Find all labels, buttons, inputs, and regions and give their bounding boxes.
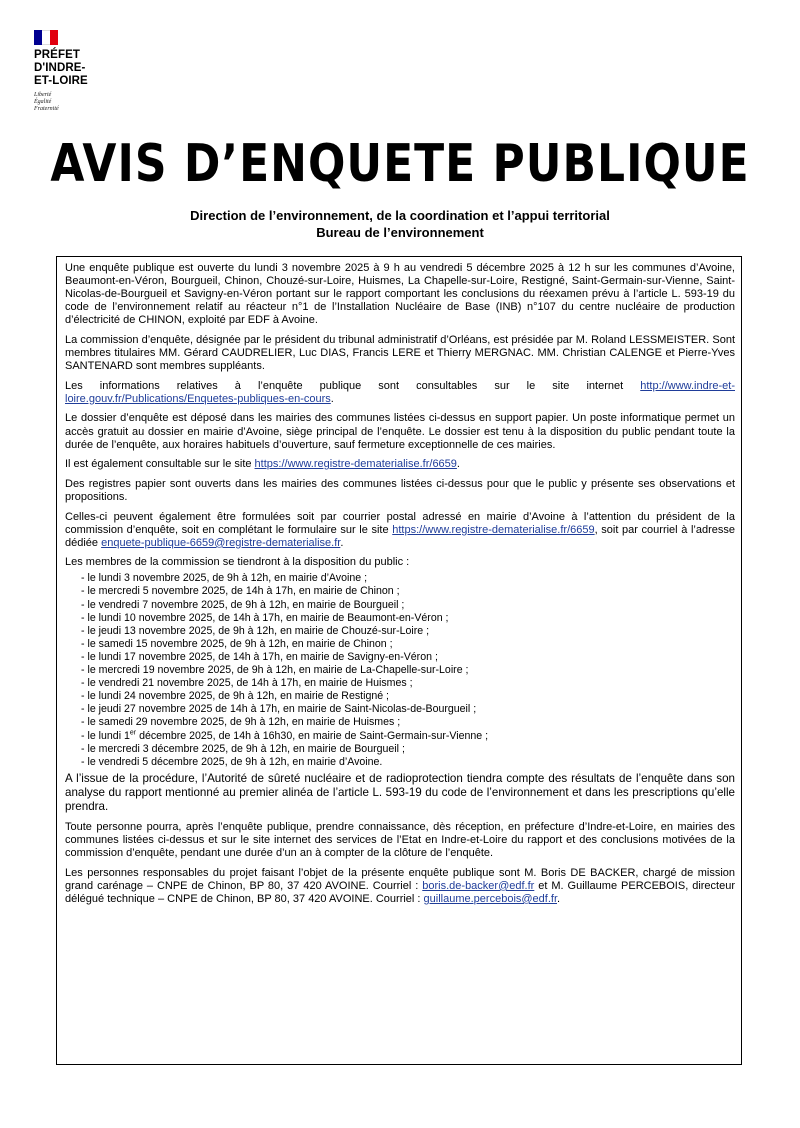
list-item: - le lundi 1er décembre 2025, de 14h à 16h30, en mairie de Saint-Germain-sur-Vienne ;: [81, 728, 489, 742]
republic-motto: Liberté Égalité Fraternité: [34, 92, 59, 112]
list-item: - le jeudi 27 novembre 2025 de 14h à 17h, en mairie de Saint-Nicolas-de-Bourgueil ;: [81, 703, 477, 716]
paragraph-observations: Celles-ci peuvent également être formulées soit par courrier postal adressé en mairie d’Avoine à l’attention du président de la commission d’enquête, soit en complétant le formulaire sur le site https://www.registre-dematerialise.fr/6659, soit par courriel à l’adresse dédiée enquete-publique-6659@registre-dematerialise.fr.: [65, 510, 735, 549]
list-item: - le mercredi 3 décembre 2025, de 9h à 12h, en mairie de Bourgueil ;: [81, 742, 405, 755]
list-item: - le mercredi 5 novembre 2025, de 14h à 17h, en mairie de Chinon ;: [81, 585, 400, 598]
list-item: - le lundi 17 novembre 2025, de 14h à 17h, en mairie de Savigny-en-Véron ;: [81, 650, 438, 663]
paragraph-info-site: Les informations relatives à l’enquête publique sont consultables sur le site internet http://www.indre-et-loire.gouv.fr/Publications/Enquetes-publiques-en-cours.: [65, 379, 735, 405]
guillaume-email-link[interactable]: guillaume.percebois@edf.fr: [423, 892, 558, 905]
boris-email-link[interactable]: boris.de-backer@edf.fr: [422, 879, 535, 892]
french-flag-icon: [34, 30, 58, 45]
registre-link[interactable]: https://www.registre-dematerialise.fr/6659: [254, 458, 457, 471]
paragraph-report-access: Toute personne pourra, après l’enquête publique, prendre connaissance, dès réception, en préfecture d’Indre-et-Loire, en mairies des communes listées ci-dessus et sur le site internet des services de l’Etat en Indre-et-Loire du rapport et des conclusions motivées de la commission d’enquête, pendant une durée d’un an à compter de la clôture de l’enquête.: [65, 820, 735, 860]
paragraph-dossier: Le dossier d’enquête est déposé dans les mairies des communes listées ci-dessus en support papier. Un poste informatique permet un accès gratuit au dossier en mairie d’Avoine, siège principal de l’enquête. Le dossier est tenu à la disposition du public pendant toute la durée de l’enquête, aux horaires habituels d’ouverture, sauf fermeture exceptionnelle de ces mairies.: [65, 412, 735, 451]
prefecture-logo: [34, 30, 154, 113]
list-item: - le mercredi 19 novembre 2025, de 9h à 12h, en mairie de La-Chapelle-sur-Loire ;: [81, 664, 469, 677]
list-item: - le vendredi 5 décembre 2025, de 9h à 12h, en mairie d’Avoine.: [81, 755, 383, 768]
list-item: - le vendredi 7 novembre 2025, de 9h à 12h, en mairie de Bourgueil ;: [81, 598, 405, 611]
list-item: - le samedi 15 novembre 2025, de 9h à 12h, en mairie de Chinon ;: [81, 637, 393, 650]
list-item: - le lundi 24 novembre 2025, de 9h à 12h, en mairie de Restigné ;: [81, 690, 390, 703]
issuing-department: [0, 207, 800, 241]
paragraph-asnr: A l’issue de la procédure, l’Autorité de sûreté nucléaire et de radioprotection tiendra compte des résultats de l’enquête dans son analyse du rapport mentionné au premier alinéa de l’article L. 593-19 du code de l’environnement et dans les prescriptions qu’elle prendra.: [65, 771, 735, 814]
list-item: - le jeudi 13 novembre 2025, de 9h à 12h, en mairie de Chouzé-sur-Loire ;: [81, 624, 430, 637]
list-item: - le lundi 10 novembre 2025, de 14h à 17h, en mairie de Beaumont-en-Véron ;: [81, 611, 449, 624]
notice-box: [56, 256, 742, 1065]
paragraph-permanences-intro: Les membres de la commission se tiendront à la disposition du public :: [65, 556, 410, 569]
bureau-name: Bureau de l’environnement: [316, 225, 484, 240]
direction-name: Direction de l’environnement, de la coordination et l’appui territorial: [190, 208, 610, 223]
permanences-list: [65, 572, 735, 768]
registre-form-link[interactable]: https://www.registre-dematerialise.fr/6659: [392, 523, 595, 536]
list-item: - le lundi 3 novembre 2025, de 9h à 12h, en mairie d’Avoine ;: [81, 572, 368, 585]
paragraph-project-contacts: Les personnes responsables du projet faisant l’objet de la présente enquête publique sont M. Boris DE BACKER, chargé de mission grand carénage – CNPE de Chinon, BP 80, 37 420 AVOINE. Courriel : boris.de-backer@edf.fr et M. Guillaume PERCEBOIS, directeur délégué technique – CNPE de Chinon, BP 80, 37 420 AVOINE. Courriel : guillaume.percebois@edf.fr.: [65, 866, 735, 905]
paragraph-online-dossier: Il est également consultable sur le site https://www.registre-dematerialise.fr/6659.: [65, 458, 460, 471]
prefecture-website-link[interactable]: http://www.indre-et-loire.gouv.fr/Publications/Enquetes-publiques-en-cours: [65, 379, 735, 405]
prefecture-name: PRÉFET D'INDRE- ET-LOIRE: [34, 49, 88, 87]
list-item: - le vendredi 21 novembre 2025, de 14h à 17h, en mairie de Huismes ;: [81, 677, 413, 690]
list-item: - le samedi 29 novembre 2025, de 9h à 12h, en mairie de Huismes ;: [81, 716, 401, 729]
paragraph-commission: La commission d’enquête, désignée par le président du tribunal administratif d’Orléans, est présidée par M. Roland LESSMEISTER. Sont membres titulaires MM. Gérard CAUDRELIER, Luc DIAS, Francis LERE et Thierry MERGNAC. MM. Christian CALENGE et Pierre-Yves SANTENARD sont membres suppléants.: [65, 333, 735, 373]
enquiry-email-link[interactable]: enquete-publique-6659@registre-dematerialise.fr: [101, 536, 341, 549]
page-title: AVIS D’ENQUETE PUBLIQUE: [50, 134, 750, 195]
paragraph-enquiry-dates: Une enquête publique est ouverte du lundi 3 novembre 2025 à 9 h au vendredi 5 décembre 2025 à 12 h sur les communes d’Avoine, Beaumont-en-Véron, Bourgueil, Chinon, Chouzé-sur-Loire, Huismes, La Chapelle-sur-Loire, Restigné, Saint-Germain-sur-Vienne, Saint-Nicolas-de-Bourgueil et Savigny-en-Véron portant sur le rapport comportant les conclusions du réexamen prévu à l’article L. 593-19 du code de l’environnement relatif au réacteur n°1 de l’Installation Nucléaire de Base (INB) n°107 du centre nucléaire de production d’électricité de CHINON, exploité par EDF à Avoine.: [65, 262, 735, 327]
paragraph-registers: Des registres papier sont ouverts dans les mairies des communes listées ci-dessus pour que le public y présente ses observations et propositions.: [65, 477, 735, 503]
